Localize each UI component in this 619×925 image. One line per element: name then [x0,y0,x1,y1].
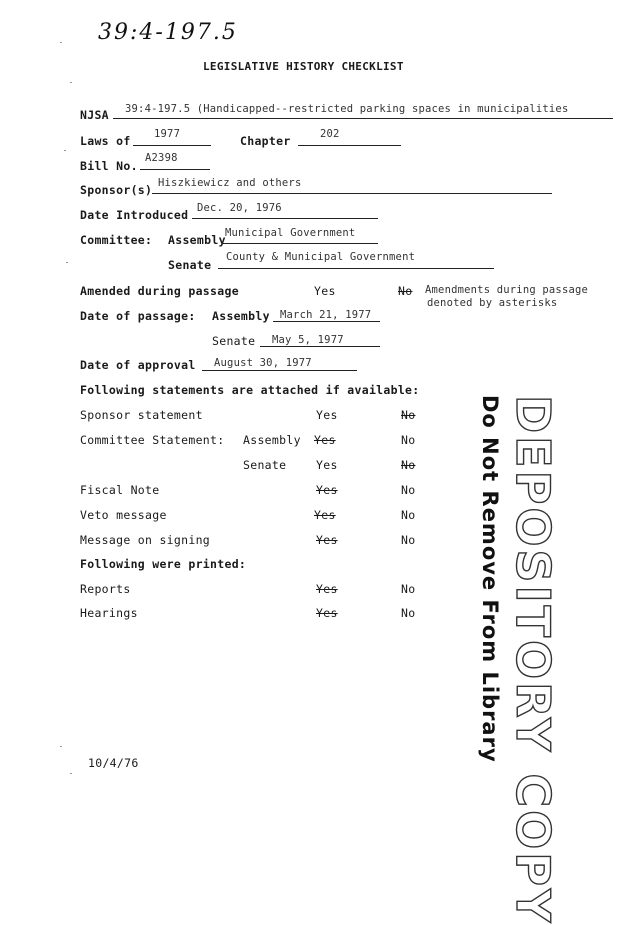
statement-no: No [401,508,416,522]
bill-no-label: Bill No. [80,159,138,173]
amended-note-line-2: denoted by asterisks [427,297,558,309]
njsa-value: 39:4-197.5 (Handicapped--restricted parking spaces in municipalities [125,103,569,115]
depository-copy-stamp [478,395,560,925]
printed-no: No [401,606,416,620]
statement-no: No [401,433,416,447]
chapter-underline [298,145,401,146]
scan-speck [60,42,62,43]
bill-no-value: A2398 [145,152,178,164]
printed-yes: Yes [316,606,338,620]
passage-assembly-label: Assembly [212,309,270,323]
laws-of-underline [133,145,211,146]
printed-no: No [401,582,416,596]
passage-senate-underline [260,346,380,347]
footer-date: 10/4/76 [88,756,139,770]
laws-of-value: 1977 [154,128,181,140]
statement-no: No [401,408,416,422]
scan-speck [60,746,62,747]
date-introduced-value: Dec. 20, 1976 [197,202,282,214]
statement-label: Fiscal Note [80,483,160,497]
date-approval-underline [202,370,357,371]
passage-senate-value: May 5, 1977 [272,334,344,346]
date-approval-label: Date of approval [80,358,196,372]
scan-speck [70,82,72,83]
njsa-underline [113,118,613,119]
statements-header: Following statements are attached if available: [80,383,420,397]
scan-speck [66,262,68,263]
statement-label: Message on signing [80,533,211,547]
sponsors-value: Hiszkiewicz and others [158,177,302,189]
committee-senate-label: Senate [168,258,212,272]
statement-yes: Yes [316,533,338,547]
handwritten-statute-code: 39:4-197.5 [98,20,238,45]
passage-assembly-underline [273,321,380,322]
statement-no: No [401,458,416,472]
assembly-committee-underline [222,243,378,244]
printed-label: Reports [80,582,131,596]
scan-speck [70,773,72,774]
stamp-line-1: DEPOSITORY COPY [506,395,560,925]
njsa-label: NJSA [80,108,109,122]
statement-label: Veto message [80,508,167,522]
statement-no: No [401,483,416,497]
statement-yes: Yes [314,433,336,447]
amended-no-option: No [398,284,413,298]
printed-header: Following were printed: [80,557,247,571]
chapter-value: 202 [320,128,340,140]
sponsors-underline [152,193,552,194]
date-introduced-label: Date Introduced [80,208,189,222]
chapter-label: Chapter [240,134,291,148]
page-title: LEGISLATIVE HISTORY CHECKLIST [203,60,404,73]
statement-yes: Yes [316,483,338,497]
scan-speck [64,150,66,151]
date-approval-value: August 30, 1977 [214,357,312,369]
committee-label: Committee: [80,233,153,247]
amended-label: Amended during passage [80,284,239,298]
assembly-committee-value: Municipal Government [225,227,356,239]
passage-senate-label: Senate [212,334,256,348]
bill-no-underline [140,169,210,170]
statement-label: Sponsor statement [80,408,203,422]
sponsors-label: Sponsor(s) [80,183,153,197]
printed-label: Hearings [80,606,138,620]
committee-assembly-label: Assembly [168,233,226,247]
date-passage-label: Date of passage: [80,309,196,323]
amended-note-line-1: Amendments during passage [425,284,589,296]
stamp-line-2: Do Not Remove From Library [478,395,502,763]
statement-sub-label: Senate [243,458,287,472]
passage-assembly-value: March 21, 1977 [280,309,372,321]
senate-committee-value: County & Municipal Government [226,251,416,263]
statement-yes: Yes [314,508,336,522]
amended-yes-option: Yes [314,284,336,298]
statement-yes: Yes [316,458,338,472]
date-introduced-underline [192,218,378,219]
senate-committee-underline [218,268,494,269]
statement-no: No [401,533,416,547]
statement-sub-label: Assembly [243,433,301,447]
printed-yes: Yes [316,582,338,596]
statement-label: Committee Statement: [80,433,225,447]
laws-of-label: Laws of [80,134,131,148]
statement-yes: Yes [316,408,338,422]
